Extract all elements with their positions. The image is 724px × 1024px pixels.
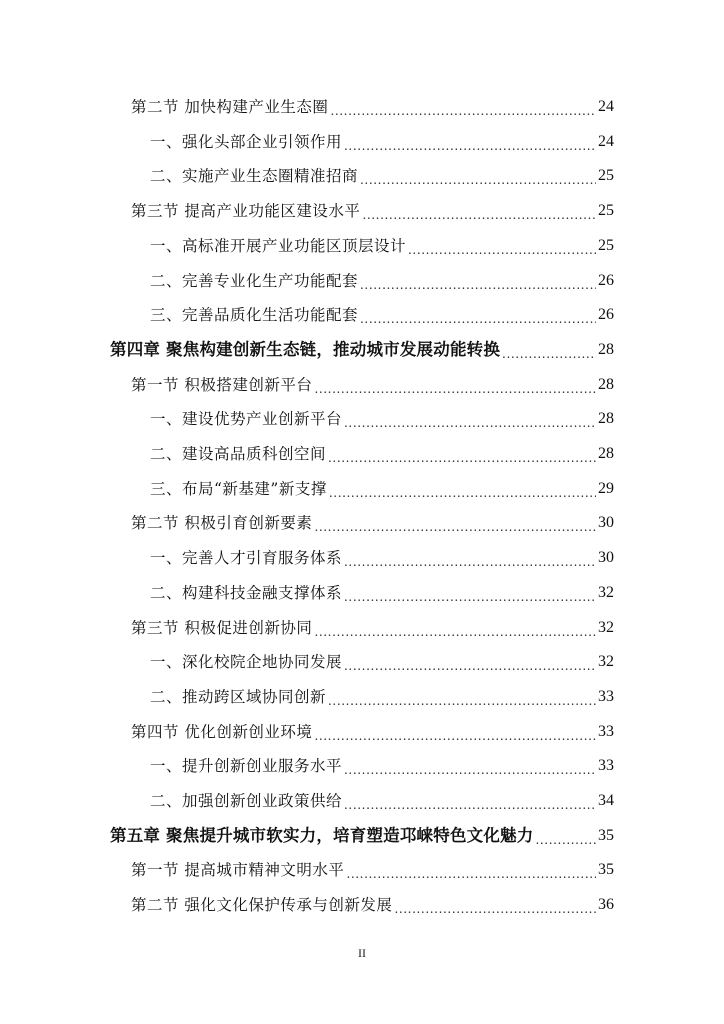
toc-entry-label: 二、构建科技金融支撑体系 xyxy=(150,583,343,602)
toc-entry-label: 第四节 优化创新创业环境 xyxy=(131,722,313,741)
toc-item-entry[interactable] xyxy=(150,475,614,503)
toc-item-entry[interactable] xyxy=(150,405,614,433)
dot-leader xyxy=(362,197,596,225)
toc-entry-page-number: 30 xyxy=(598,549,614,567)
toc-item-entry[interactable] xyxy=(150,544,614,572)
toc-entry-label: 一、深化校院企地协同发展 xyxy=(150,653,343,672)
toc-section-entry[interactable] xyxy=(131,856,614,884)
toc-entry-page-number: 32 xyxy=(598,618,614,636)
dot-leader xyxy=(328,683,596,711)
toc-entry-page-number: 24 xyxy=(598,98,614,115)
toc-entry-label: 第一节 提高城市精神文明水平 xyxy=(131,861,345,880)
toc-entry-page-number: 29 xyxy=(598,479,614,497)
toc-section-entry[interactable] xyxy=(131,509,614,537)
dot-leader xyxy=(329,475,596,503)
toc-entry-label: 三、完善品质化生活功能配套 xyxy=(150,306,359,325)
toc-entry-label: 第二节 强化文化保护传承与创新发展 xyxy=(131,896,393,915)
toc-entry-label: 第二节 积极引育创新要素 xyxy=(131,514,313,533)
toc-item-entry[interactable] xyxy=(150,683,614,711)
toc-entry-label: 第一节 积极搭建创新平台 xyxy=(131,375,313,394)
dot-leader xyxy=(344,787,596,815)
toc-entry-page-number: 28 xyxy=(598,375,614,393)
toc-section-entry[interactable] xyxy=(131,891,614,919)
toc-entry-page-number: 28 xyxy=(598,410,614,428)
toc-item-entry[interactable] xyxy=(150,267,614,295)
toc-entry-page-number: 32 xyxy=(598,583,614,601)
toc-entry-label: 三、布局“新基建”新支撑 xyxy=(150,479,327,498)
toc-entry-page-number: 36 xyxy=(598,896,614,914)
toc-entry-page-number: 33 xyxy=(598,722,614,740)
dot-leader xyxy=(344,579,596,607)
toc-entry-page-number: 28 xyxy=(598,340,614,358)
dot-leader xyxy=(344,752,596,780)
toc-entry-page-number: 35 xyxy=(598,861,614,879)
toc-entry-label: 第五章 聚焦提升城市软实力，培育塑造邛崃特色文化魅力 xyxy=(110,825,534,845)
toc-entry-label: 二、实施产业生态圈精准招商 xyxy=(150,167,359,186)
toc-item-entry[interactable] xyxy=(150,579,614,607)
toc-entry-label: 二、加强创新创业政策供给 xyxy=(150,792,343,810)
toc-entry-label: 二、建设高品质科创空间 xyxy=(150,445,327,463)
toc-item-entry[interactable] xyxy=(150,440,614,468)
toc-entry-label: 一、建设优势产业创新平台 xyxy=(150,410,343,429)
dot-leader xyxy=(330,93,596,121)
toc-section-entry[interactable] xyxy=(131,93,614,121)
dot-leader xyxy=(394,891,596,919)
dot-leader xyxy=(360,301,596,329)
dot-leader xyxy=(344,128,596,156)
toc-entry-label: 第三节 提高产业功能区建设水平 xyxy=(131,202,361,221)
toc-item-entry[interactable] xyxy=(150,648,614,676)
toc-entry-label: 二、推动跨区域协同创新 xyxy=(150,687,327,706)
toc-entry-page-number: 33 xyxy=(598,687,614,705)
toc-section-entry[interactable] xyxy=(131,197,614,225)
dot-leader xyxy=(360,267,596,295)
toc-entry-page-number: 35 xyxy=(598,826,614,844)
toc-entry-page-number: 24 xyxy=(598,132,614,150)
toc-entry-label: 第四章 聚焦构建创新生态链，推动城市发展动能转换 xyxy=(110,339,501,359)
toc-entry-label: 第三节 积极促进创新协同 xyxy=(131,618,313,637)
dot-leader xyxy=(535,822,596,850)
toc-entry-page-number: 25 xyxy=(598,202,614,220)
page-number: II xyxy=(358,946,366,960)
dot-leader xyxy=(314,371,596,399)
toc-chapter-entry[interactable] xyxy=(110,336,614,364)
dot-leader xyxy=(344,544,596,572)
dot-leader xyxy=(344,648,596,676)
toc-entry-page-number: 33 xyxy=(598,757,614,775)
toc-entry-page-number: 32 xyxy=(598,653,614,671)
toc-item-entry[interactable] xyxy=(150,301,614,329)
toc-section-entry[interactable] xyxy=(131,614,614,642)
dot-leader xyxy=(328,440,596,468)
toc-entry-label: 第二节 加快构建产业生态圈 xyxy=(131,98,329,116)
dot-leader xyxy=(408,232,596,260)
toc-section-entry[interactable] xyxy=(131,718,614,746)
dot-leader xyxy=(314,614,596,642)
dot-leader xyxy=(502,336,596,364)
toc-entry-page-number: 25 xyxy=(598,236,614,254)
toc-section-entry[interactable] xyxy=(131,371,614,399)
toc-entry-page-number: 34 xyxy=(598,792,614,809)
toc-chapter-entry[interactable] xyxy=(110,822,614,850)
toc-entry-label: 二、完善专业化生产功能配套 xyxy=(150,271,359,290)
toc-entry-page-number: 28 xyxy=(598,445,614,462)
toc-entry-label: 一、完善人才引育服务体系 xyxy=(150,549,343,568)
dot-leader xyxy=(314,718,596,746)
toc-item-entry[interactable] xyxy=(150,787,614,815)
toc-entry-label: 一、提升创新创业服务水平 xyxy=(150,757,343,776)
toc-entry-label: 一、强化头部企业引领作用 xyxy=(150,132,343,151)
toc-entry-page-number: 26 xyxy=(598,306,614,324)
toc-entry-page-number: 25 xyxy=(598,167,614,185)
toc-item-entry[interactable] xyxy=(150,752,614,780)
toc-entry-page-number: 26 xyxy=(598,271,614,289)
dot-leader xyxy=(344,405,596,433)
toc-entry-label: 一、高标准开展产业功能区顶层设计 xyxy=(150,236,407,255)
toc-entry-page-number: 30 xyxy=(598,514,614,532)
toc-item-entry[interactable] xyxy=(150,232,614,260)
toc-item-entry[interactable] xyxy=(150,128,614,156)
toc-item-entry[interactable] xyxy=(150,162,614,190)
dot-leader xyxy=(360,162,596,190)
dot-leader xyxy=(314,509,596,537)
dot-leader xyxy=(346,856,596,884)
